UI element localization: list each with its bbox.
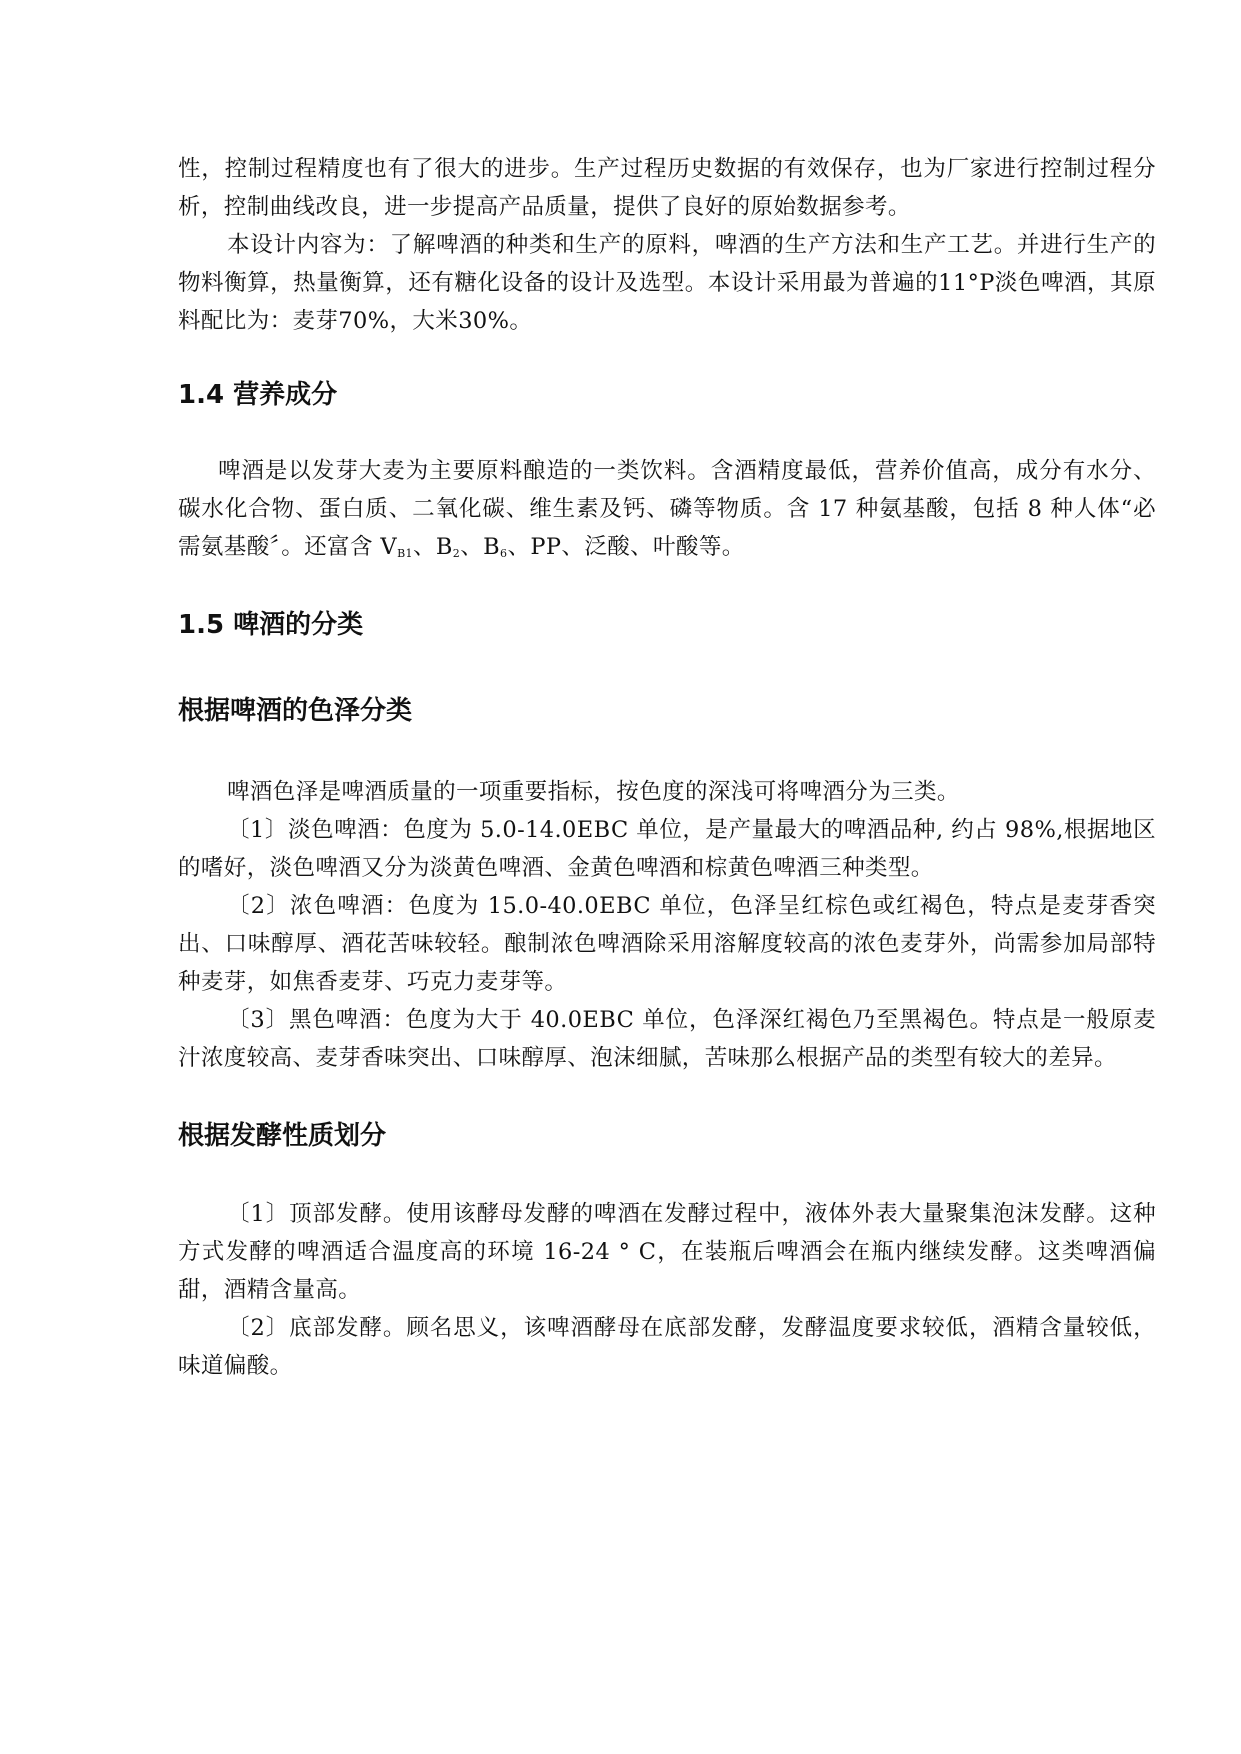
subscript-2: 2: [452, 547, 461, 560]
fermentation-item-top: 〔1〕顶部发酵。使用该酵母发酵的啤酒在发酵过程中，液体外表大量聚集泡沫发酵。这种方式发酵的啤酒适合温度高的环境 16-24 ° C，在装瓶后啤酒会在瓶内继续发酵。这类啤酒偏甜，酒精含量高。: [178, 1201, 1156, 1303]
nutrition-text-part4: 、PP、泛酸、叶酸等。: [507, 534, 745, 560]
nutrition-paragraph: [178, 452, 1156, 566]
color-intro-paragraph: 啤酒色泽是啤酒质量的一项重要指标，按色度的深浅可将啤酒分为三类。: [227, 779, 960, 805]
section-heading-nutrition: 1.4 营养成分: [178, 380, 338, 410]
nutrition-text-part1: 啤酒是以发芽大麦为主要原料酿造的一类饮料。含酒精度最低，营养价值高，成分有水分、碳水化合物、蛋白质、二氧化碳、维生素及钙、磷等物质。含 17 种氨基酸，包括 8 种人体“必需氨基酸〞。还富含 V: [178, 458, 1156, 560]
nutrition-text-part2: 、B: [412, 534, 453, 560]
intro-paragraph-continued: 性，控制过程精度也有了很大的进步。生产过程历史数据的有效保存，也为厂家进行控制过程分析，控制曲线改良，进一步提高产品质量，提供了良好的原始数据参考。: [178, 156, 1156, 220]
intro-paragraph-design: 本设计内容为：了解啤酒的种类和生产的原料，啤酒的生产方法和生产工艺。并进行生产的物料衡算，热量衡算，还有糖化设备的设计及选型。本设计采用最为普遍的11°P淡色啤酒，其原料配比为：麦芽70%，大米30%。: [178, 232, 1156, 334]
section-heading-classification: 1.5 啤酒的分类: [178, 610, 364, 640]
subsection-heading-by-fermentation: 根据发酵性质划分: [178, 1121, 387, 1151]
color-item-dark: 〔2〕浓色啤酒：色度为 15.0-40.0EBC 单位，色泽呈红棕色或红褐色，特点是麦芽香突出、口味醇厚、酒花苦味较轻。酿制浓色啤酒除采用溶解度较高的浓色麦芽外，尚需参加局部特种麦芽，如焦香麦芽、巧克力麦芽等。: [178, 893, 1156, 995]
document-page: [178, 150, 1156, 1385]
subscript-6: 6: [500, 547, 508, 560]
fermentation-item-bottom: 〔2〕底部发酵。顾名思义，该啤酒酵母在底部发酵，发酵温度要求较低，酒精含量较低，味道偏酸。: [178, 1315, 1156, 1379]
nutrition-text-part3: 、B: [460, 534, 501, 560]
subscript-b1: B1: [397, 547, 413, 560]
color-item-black: 〔3〕黑色啤酒：色度为大于 40.0EBC 单位，色泽深红褐色乃至黑褐色。特点是一般原麦汁浓度较高、麦芽香味突出、口味醇厚、泡沫细腻，苦味那么根据产品的类型有较大的差异。: [178, 1007, 1156, 1071]
color-item-light: 〔1〕淡色啤酒：色度为 5.0-14.0EBC 单位，是产量最大的啤酒品种, 约占 98%,根据地区的嗜好，淡色啤酒又分为淡黄色啤酒、金黄色啤酒和棕黄色啤酒三种类型。: [178, 817, 1156, 881]
subsection-heading-by-color: 根据啤酒的色泽分类: [178, 696, 413, 726]
